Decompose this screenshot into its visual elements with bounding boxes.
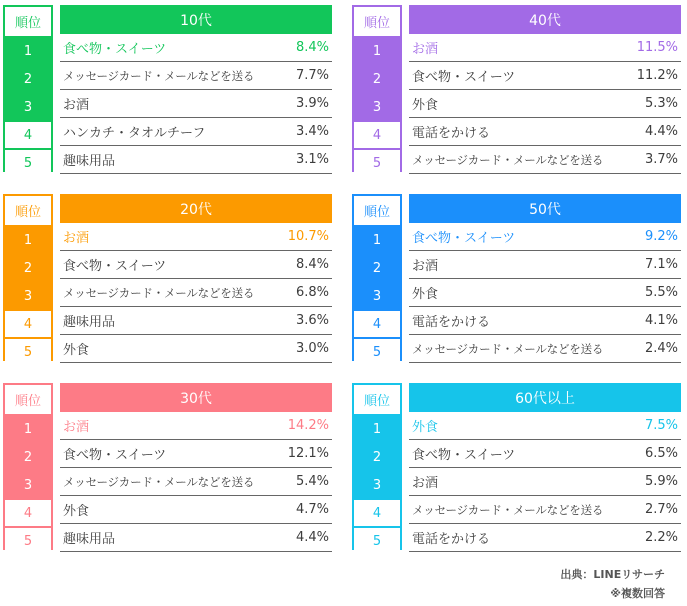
rank-cell: 2 [5,64,51,92]
rank-cell: 1 [354,414,400,442]
item-label: 食べ物・スイーツ [412,231,516,246]
item-label: お酒 [63,231,90,246]
item-value: 4.4% [295,530,329,545]
rank-cell: 3 [5,470,51,498]
panel-title: 30代 [60,383,332,412]
item-value: 11.5% [636,40,678,55]
item-label: 食べ物・スイーツ [412,70,516,85]
rank-header: 順位 [354,196,400,225]
item-label: 外食 [412,420,439,435]
rank-header: 順位 [5,7,51,36]
item-label: メッセージカード・メールなどを送る [412,341,604,356]
item-label: お酒 [412,42,439,57]
multiple-answer-note: ※複数回答 [610,587,665,600]
table-row [60,307,332,335]
item-label: 趣味用品 [63,532,116,547]
item-label: メッセージカード・メールなどを送る [412,502,604,517]
table-row [409,412,681,440]
item-value: 2.4% [644,341,678,356]
item-label: 食べ物・スイーツ [63,448,167,463]
panel-title: 50代 [409,194,681,223]
item-label: 電話をかける [412,315,491,330]
ranking-rows [60,223,332,363]
item-value: 8.4% [295,257,329,272]
item-value: 5.9% [644,474,678,489]
item-label: 趣味用品 [63,154,116,169]
item-value: 2.2% [644,530,678,545]
item-label: お酒 [412,476,439,491]
item-value: 8.4% [295,40,329,55]
table-row [409,146,681,174]
item-value: 3.1% [295,152,329,167]
ranking-panel-20s [0,191,332,363]
rank-cell: 2 [5,442,51,470]
ranking-panel-60s-plus [349,380,681,552]
item-value: 12.1% [287,446,329,461]
item-label: 外食 [412,98,439,113]
table-row [409,251,681,279]
table-row [409,279,681,307]
rank-cell: 5 [5,526,51,554]
item-value: 3.6% [295,313,329,328]
ranking-panel-10s [0,2,332,174]
item-label: メッセージカード・メールなどを送る [63,474,255,489]
table-row [60,62,332,90]
item-value: 5.5% [644,285,678,300]
item-value: 5.3% [644,96,678,111]
rank-header: 順位 [5,385,51,414]
item-value: 9.2% [644,229,678,244]
rank-column [352,383,402,550]
panel-title: 10代 [60,5,332,34]
item-value: 10.7% [287,229,329,244]
ranking-panel-50s [349,191,681,363]
rank-header: 順位 [354,7,400,36]
item-value: 4.1% [644,313,678,328]
item-value: 6.8% [295,285,329,300]
item-value: 11.2% [636,68,678,83]
rank-cell: 5 [354,148,400,176]
item-value: 5.4% [295,474,329,489]
rank-cell: 4 [5,309,51,337]
table-row [60,468,332,496]
item-value: 3.7% [644,152,678,167]
item-value: 7.5% [644,418,678,433]
item-label: メッセージカード・メールなどを送る [412,152,604,167]
item-label: お酒 [412,259,439,274]
rank-cell: 3 [354,92,400,120]
item-label: 趣味用品 [63,315,116,330]
rank-column [352,194,402,361]
panel-title: 20代 [60,194,332,223]
ranking-rows [409,412,681,552]
rank-cell: 3 [354,470,400,498]
rank-cell: 2 [354,64,400,92]
rank-cell: 3 [354,281,400,309]
item-value: 3.4% [295,124,329,139]
rank-cell: 1 [5,414,51,442]
item-label: 外食 [412,287,439,302]
table-row [409,468,681,496]
table-row [60,251,332,279]
panel-title: 40代 [409,5,681,34]
item-label: お酒 [63,98,90,113]
ranking-rows [409,223,681,363]
table-row [60,90,332,118]
rank-cell: 3 [5,281,51,309]
table-row [60,412,332,440]
table-row [409,496,681,524]
item-value: 4.4% [644,124,678,139]
table-row [60,223,332,251]
rank-cell: 2 [354,442,400,470]
rank-cell: 4 [354,309,400,337]
rank-cell: 1 [5,36,51,64]
rank-header: 順位 [354,385,400,414]
table-row [60,335,332,363]
rank-cell: 2 [5,253,51,281]
item-label: 食べ物・スイーツ [412,448,516,463]
table-row [60,34,332,62]
table-row [60,496,332,524]
item-value: 7.7% [295,68,329,83]
item-label: 電話をかける [412,532,491,547]
ranking-panel-30s [0,380,332,552]
rank-cell: 4 [5,120,51,148]
item-value: 14.2% [287,418,329,433]
table-row [409,118,681,146]
table-row [60,279,332,307]
table-row [409,223,681,251]
rank-cell: 4 [354,498,400,526]
table-row [409,307,681,335]
item-value: 3.9% [295,96,329,111]
panel-title: 60代以上 [409,383,681,412]
ranking-panel-40s [349,2,681,174]
ranking-rows [409,34,681,174]
item-label: 食べ物・スイーツ [63,259,167,274]
table-row [60,440,332,468]
item-value: 4.7% [295,502,329,517]
ranking-rows [60,412,332,552]
rank-cell: 4 [354,120,400,148]
table-row [409,335,681,363]
table-row [409,62,681,90]
rank-cell: 1 [354,36,400,64]
table-row [409,34,681,62]
item-value: 6.5% [644,446,678,461]
item-label: お酒 [63,420,90,435]
rank-column [3,383,53,550]
ranking-rows [60,34,332,174]
item-value: 7.1% [644,257,678,272]
item-label: ハンカチ・タオルチーフ [63,126,206,141]
rank-cell: 1 [5,225,51,253]
rank-cell: 5 [5,337,51,365]
source-credit: 出典：LINEリサーチ [560,568,665,581]
rank-cell: 4 [5,498,51,526]
table-row [409,90,681,118]
rank-cell: 5 [354,526,400,554]
item-value: 3.0% [295,341,329,356]
table-row [60,524,332,552]
item-label: 電話をかける [412,126,491,141]
rank-cell: 3 [5,92,51,120]
item-label: 外食 [63,504,90,519]
table-row [60,146,332,174]
rank-cell: 5 [5,148,51,176]
table-row [409,440,681,468]
rank-cell: 1 [354,225,400,253]
rank-header: 順位 [5,196,51,225]
rank-column [3,5,53,172]
item-value: 2.7% [644,502,678,517]
item-label: メッセージカード・メールなどを送る [63,285,255,300]
rank-cell: 2 [354,253,400,281]
rank-cell: 5 [354,337,400,365]
item-label: 食べ物・スイーツ [63,42,167,57]
table-row [409,524,681,552]
rank-column [352,5,402,172]
table-row [60,118,332,146]
item-label: 外食 [63,343,90,358]
rank-column [3,194,53,361]
item-label: メッセージカード・メールなどを送る [63,68,255,83]
